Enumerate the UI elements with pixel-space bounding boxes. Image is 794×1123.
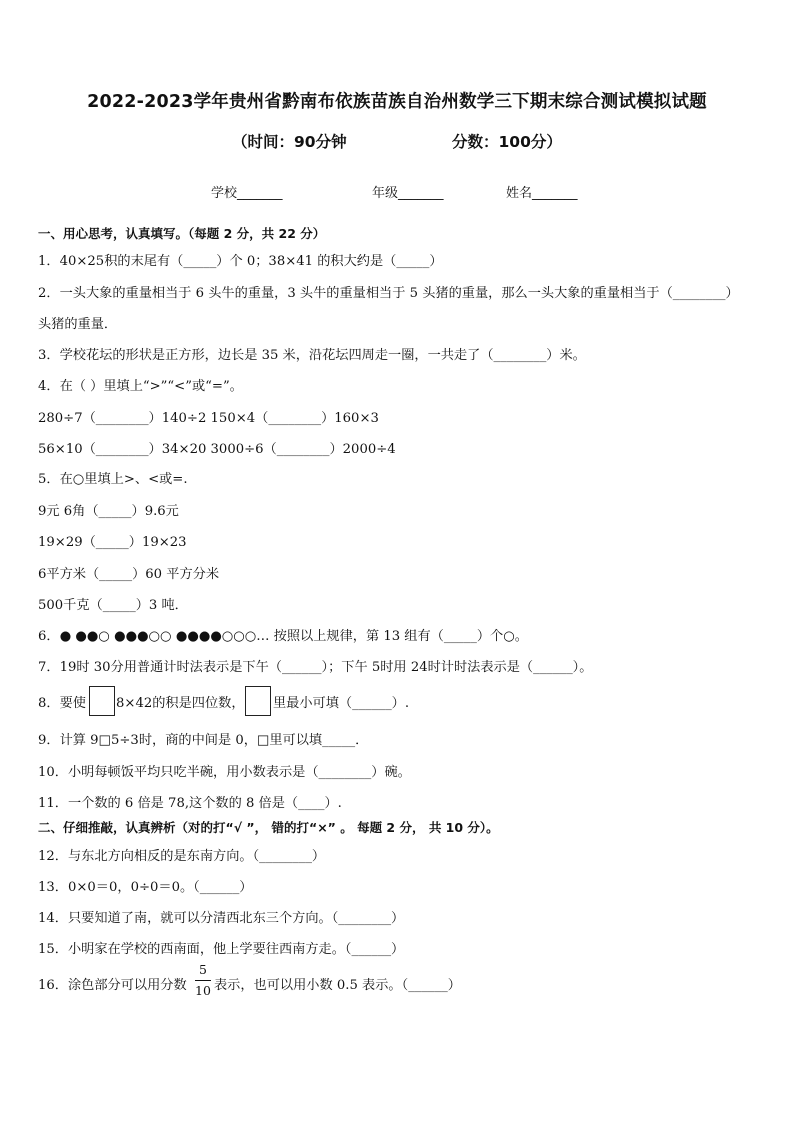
question-6: 6．● ●●○ ●●●○○ ●●●●○○○… 按照以上规律，第 13 组有（_____）个○。 (38, 629, 528, 644)
question-12: 12．与东北方向相反的是东南方向。（________） (38, 849, 326, 864)
score-label: 分数：100分） (452, 133, 562, 151)
question-8-middle: 8×42的积是四位数， (116, 696, 245, 711)
question-11: 11．一个数的 6 倍是 78,这个数的 8 倍是（____）. (38, 796, 342, 811)
question-14: 14．只要知道了南，就可以分清西北东三个方向。（________） (38, 911, 405, 926)
answer-box (245, 686, 271, 716)
question-3: 3．学校花坛的形状是正方形，边长是 35 米，沿花坛四周走一圈，一共走了（________）米。 (38, 348, 586, 363)
time-label: （时间：90分钟 (232, 133, 347, 151)
question-2-line-1: 2．一头大象的重量相当于 6 头牛的重量，3 头牛的重量相当于 5 头猪的重量，那么一头大象的重量相当于（________） (38, 286, 739, 301)
question-9: 9．计算 9□5÷3时，商的中间是 0，□里可以填_____． (38, 733, 369, 748)
question-8-prefix: 8．要使 (38, 696, 86, 711)
fraction-numerator: 5 (199, 962, 207, 977)
question-4-row-1: 280÷7（________）140÷2 150×4（________）160×3 (38, 411, 379, 426)
section-2-heading: 二、仔细推敲，认真辨析（对的打“√ ”， 错的打“×” 。 每题 2 分， 共 10 分）。 (38, 820, 499, 835)
question-10: 10．小明每顿饭平均只吃半碗，用小数表示是（________）碗。 (38, 765, 411, 780)
question-2-line-2: 头猪的重量． (38, 317, 118, 332)
question-5-row-2: 19×29（_____）19×23 (38, 535, 187, 550)
question-5-row-1: 9元 6角（_____）9.6元 (38, 504, 179, 519)
question-5-row-3: 6平方米（_____）60 平方分米 (38, 567, 220, 582)
question-16-suffix: 表示，也可以用小数 0.5 表示。（______） (214, 978, 461, 993)
page-title: 2022-2023学年贵州省黔南布依族苗族自治州数学三下期末综合测试模拟试题 (87, 92, 707, 112)
question-8-suffix: 里最小可填（______）. (273, 696, 410, 711)
name-field: 姓名_______ (506, 186, 578, 201)
question-4: 4．在（ ）里填上“>”“<”或“=”。 (38, 379, 243, 394)
answer-box (89, 686, 115, 716)
fraction-bar (195, 980, 211, 981)
question-13: 13．0×0＝0，0÷0＝0。（______） (38, 880, 253, 895)
question-16-prefix: 16．涂色部分可以用分数 (38, 978, 187, 993)
question-5-row-4: 500千克（_____）3 吨． (38, 598, 188, 613)
section-1-heading: 一、用心思考，认真填写。（每题 2 分，共 22 分） (38, 226, 326, 241)
school-field: 学校_______ (211, 186, 283, 201)
fraction-denominator: 10 (195, 983, 211, 998)
question-4-row-2: 56×10（________）34×20 3000÷6（________）2000÷4 (38, 442, 396, 457)
question-5: 5．在○里填上>、<或=. (38, 472, 188, 487)
grade-field: 年级_______ (372, 186, 444, 201)
question-15: 15．小明家在学校的西南面，他上学要往西南方走。（______） (38, 942, 405, 957)
question-7: 7．19时 30分用普通计时法表示是下午（______）；下午 5时用 24时计时法表示是（______）。 (38, 660, 593, 675)
question-1: 1．40×25积的末尾有（_____）个 0；38×41 的积大约是（_____） (38, 254, 443, 269)
